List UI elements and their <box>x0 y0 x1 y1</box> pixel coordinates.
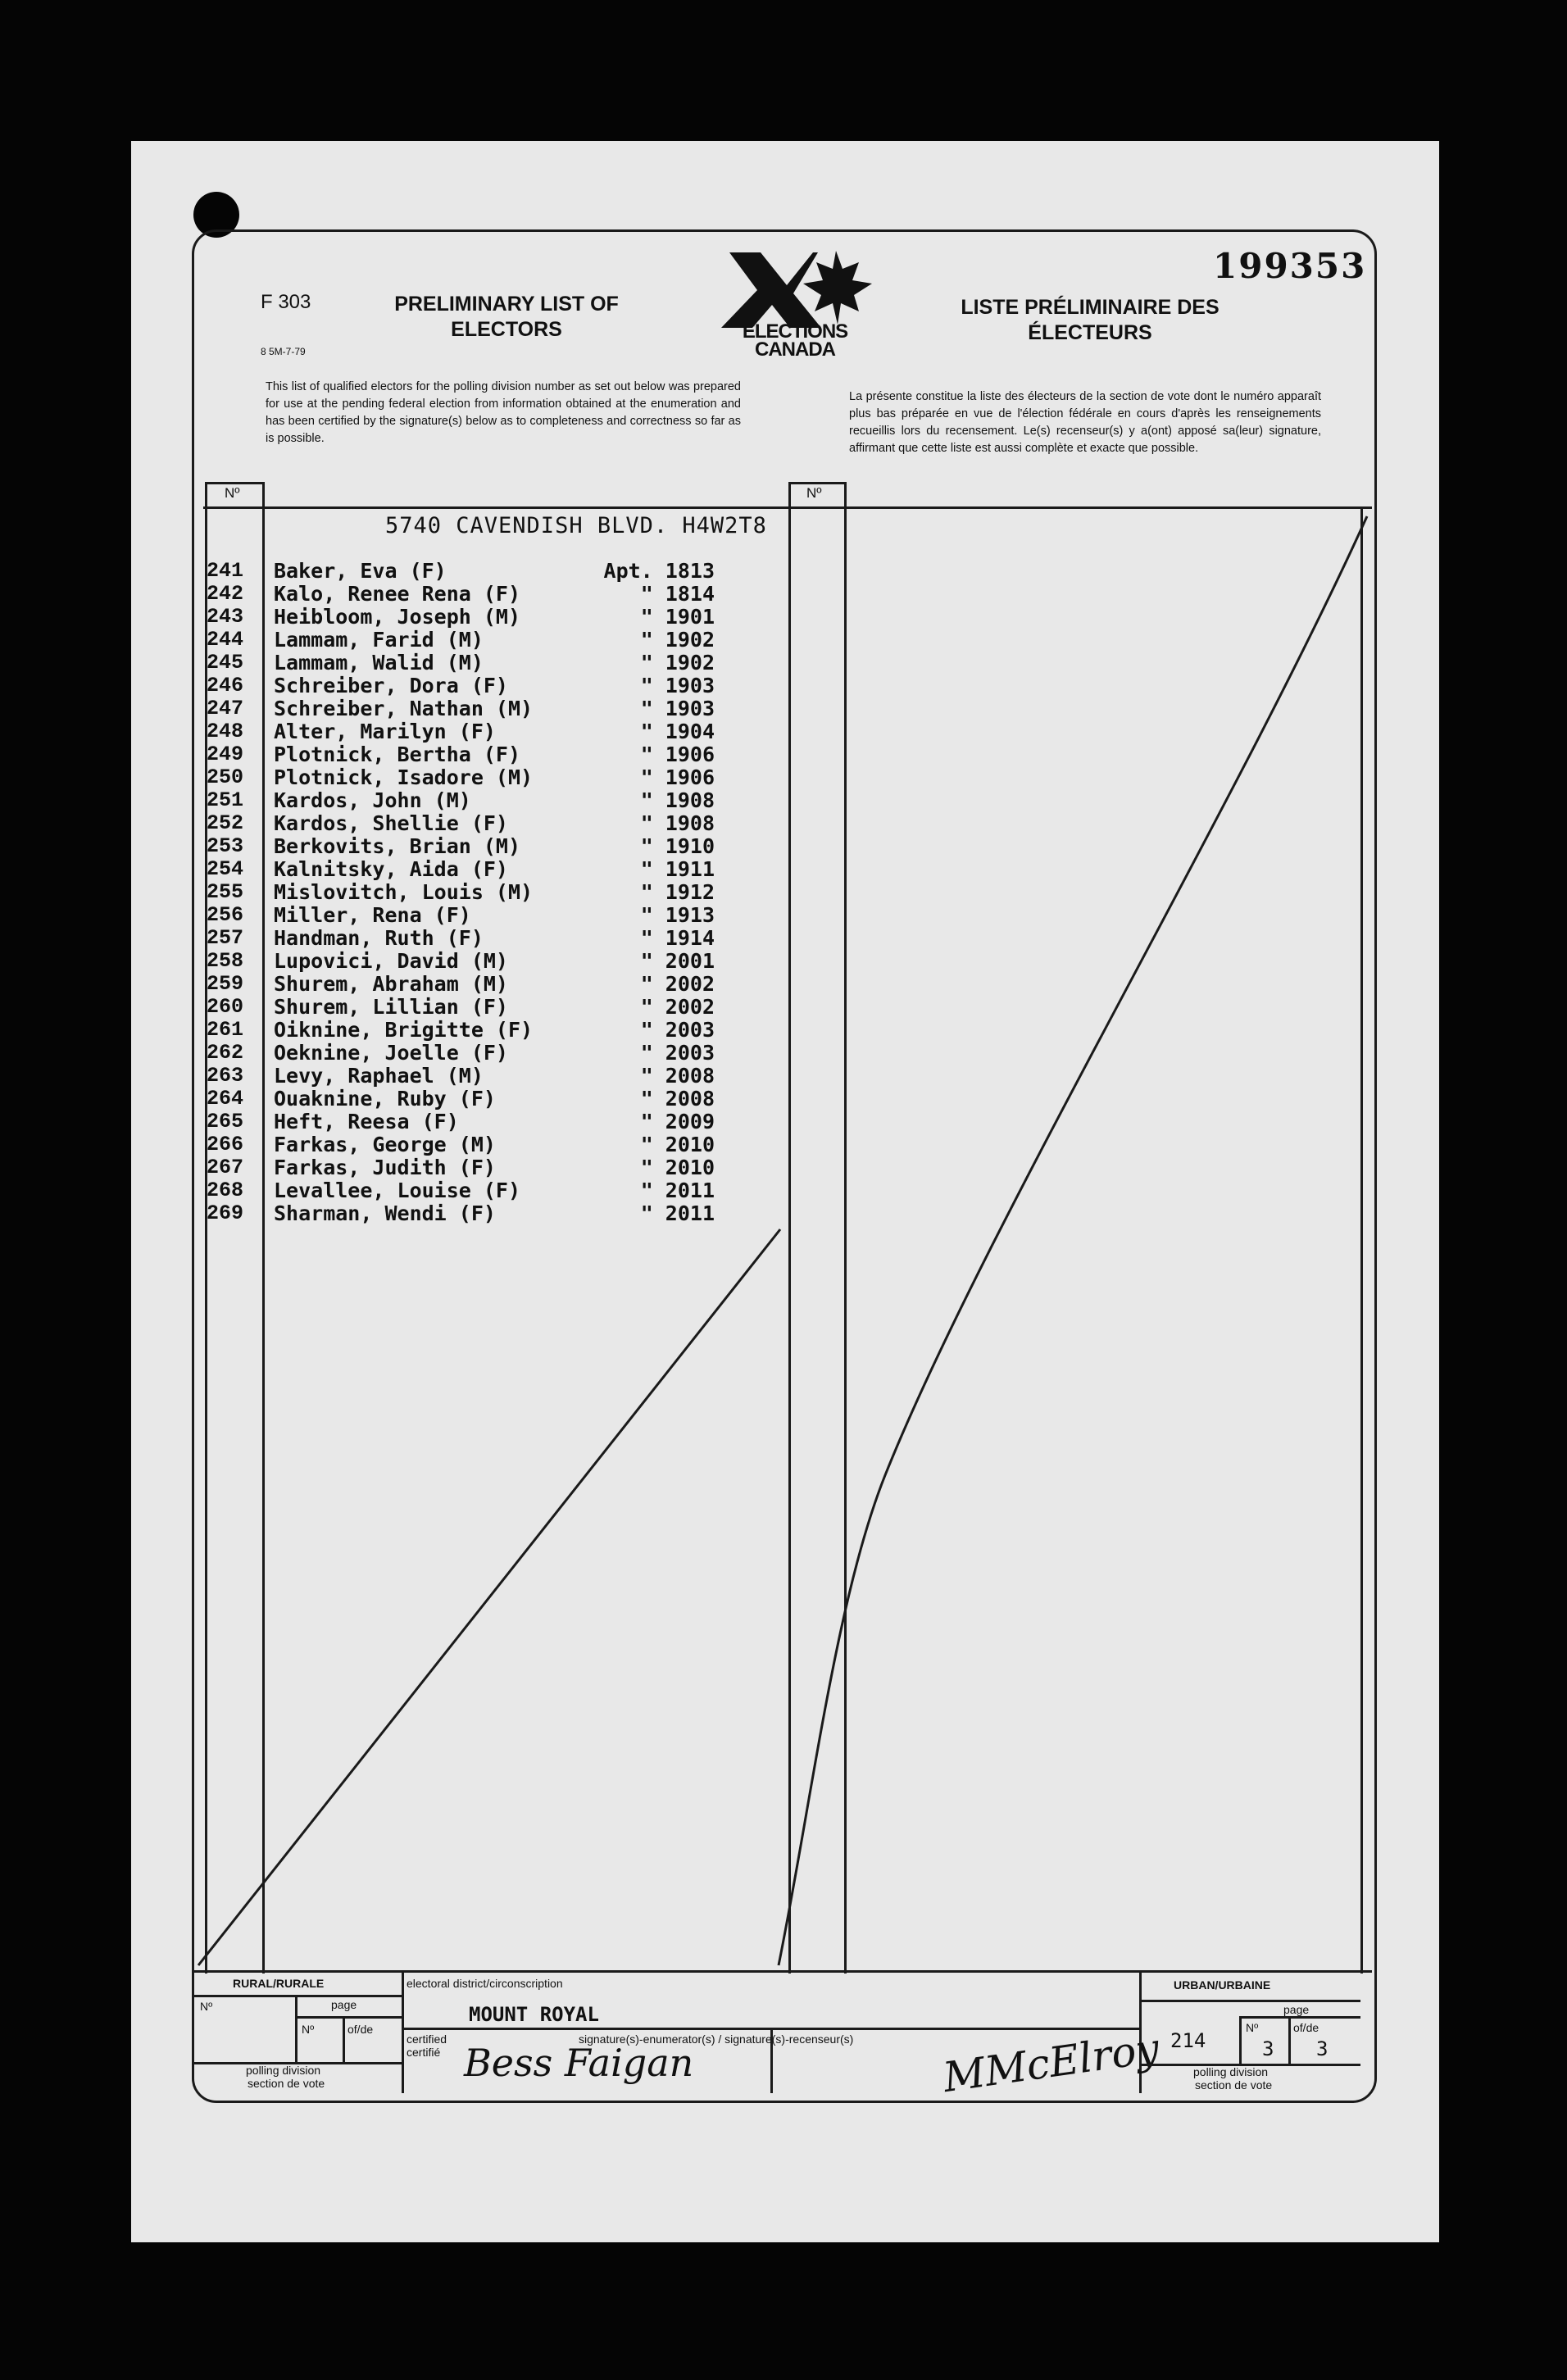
elector-number: 245 <box>207 651 244 674</box>
elector-apartment: " 2011 <box>640 1179 715 1202</box>
intro-text-french: La présente constitue la liste des électeurs de la section de vote dont le numéro apparaît plus bas préparée en vue de l'élection fédérale en cours d'après les renseignements recueillis lors du recensement. Le(s) recenseur(s) y a(ont) apposé sa(leur) signature, affirmant que cette liste est aussi complète et exacte que possible. <box>849 390 1321 455</box>
elector-name: Oiknine, Brigitte (F) <box>274 1018 534 1042</box>
elector-number: 257 <box>207 926 244 950</box>
elector-apartment: " 1908 <box>640 811 715 835</box>
urban-of-divider <box>1288 2016 1291 2064</box>
elector-name: Mislovitch, Louis (M) <box>274 880 534 904</box>
certified-line2: certifié <box>407 2046 441 2059</box>
elector-apartment: " 1908 <box>640 788 715 812</box>
rural-no-divider <box>295 1995 298 2062</box>
elector-apartment: " 1901 <box>640 605 715 629</box>
elector-apartment: " 2010 <box>640 1133 715 1156</box>
elector-apartment: " 2001 <box>640 949 715 973</box>
elector-apartment: " 1911 <box>640 857 715 881</box>
elector-number: 248 <box>207 720 244 743</box>
elector-name: Plotnick, Isadore (M) <box>274 765 534 789</box>
urban-sep <box>1139 2000 1360 2002</box>
urban-page-no-label: Nº <box>1246 2021 1259 2034</box>
elector-number: 247 <box>207 697 244 720</box>
elector-name: Schreiber, Dora (F) <box>274 674 508 697</box>
elector-number: 256 <box>207 903 244 927</box>
elector-apartment: " 1913 <box>640 903 715 927</box>
elector-apartment: " 1902 <box>640 651 715 674</box>
elector-apartment: " 1910 <box>640 834 715 858</box>
elector-apartment: " 2002 <box>640 972 715 996</box>
elector-apartment: " 1904 <box>640 720 715 743</box>
elector-number: 258 <box>207 949 244 973</box>
elector-number: 264 <box>207 1087 244 1111</box>
elector-name: Lupovici, David (M) <box>274 949 508 973</box>
elector-number: 259 <box>207 972 244 996</box>
form-code: 8 5M-7-79 <box>261 346 306 357</box>
urban-division-number: 214 <box>1170 2029 1206 2052</box>
elector-name: Lammam, Walid (M) <box>274 651 484 674</box>
elector-name: Levallee, Louise (F) <box>274 1179 521 1202</box>
rural-of-divider <box>343 2016 345 2062</box>
elector-name: Heft, Reesa (F) <box>274 1110 459 1133</box>
col-right-no-label: Nº <box>806 485 822 501</box>
elector-apartment: " 1903 <box>640 697 715 720</box>
elector-number: 251 <box>207 788 244 812</box>
rural-page-no-label: Nº <box>302 2023 315 2036</box>
elector-name: Farkas, Judith (F) <box>274 1156 496 1179</box>
district-label: electoral district/circonscription <box>407 1977 563 1990</box>
rural-label: RURAL/RURALE <box>233 1977 325 1990</box>
elector-number: 242 <box>207 582 244 606</box>
elector-number: 241 <box>207 559 244 583</box>
title-french-line1: LISTE PRÉLIMINAIRE DES <box>961 296 1220 319</box>
elector-name: Handman, Ruth (F) <box>274 926 484 950</box>
elector-apartment: " 1906 <box>640 743 715 766</box>
elector-name: Kardos, Shellie (F) <box>274 811 508 835</box>
elector-name: Miller, Rena (F) <box>274 903 471 927</box>
footer-divider-rural <box>402 1970 404 2093</box>
elector-number: 263 <box>207 1064 244 1088</box>
urban-page-number: 3 <box>1262 2037 1274 2060</box>
form-number: F 303 <box>261 291 311 313</box>
elector-apartment: " 2003 <box>640 1018 715 1042</box>
elector-number: 268 <box>207 1179 244 1202</box>
elector-number: 266 <box>207 1133 244 1156</box>
elector-number: 262 <box>207 1041 244 1065</box>
title-french-line2: ÉLECTEURS <box>1028 321 1152 344</box>
urban-of-number: 3 <box>1316 2037 1329 2060</box>
elector-number: 252 <box>207 811 244 835</box>
elector-name: Baker, Eva (F) <box>274 559 447 583</box>
col-left-no-label: Nº <box>225 485 240 501</box>
elector-name: Levy, Raphael (M) <box>274 1064 484 1088</box>
elector-apartment: " 2009 <box>640 1110 715 1133</box>
rural-of-label: of/de <box>347 2023 374 2036</box>
elector-number: 250 <box>207 765 244 789</box>
elector-apartment: " 1903 <box>640 674 715 697</box>
elector-apartment: " 1902 <box>640 628 715 652</box>
elector-apartment: " 1814 <box>640 582 715 606</box>
elector-name: Lammam, Farid (M) <box>274 628 484 652</box>
urban-of-label: of/de <box>1293 2021 1319 2034</box>
elector-apartment: " 2010 <box>640 1156 715 1179</box>
elector-name: Oeknine, Joelle (F) <box>274 1041 508 1065</box>
title-english-line2: ELECTORS <box>451 318 562 341</box>
urban-label: URBAN/URBAINE <box>1174 1978 1271 1992</box>
building-address: 5740 CAVENDISH BLVD. H4W2T8 <box>385 513 767 538</box>
footer-top-line <box>193 1970 1372 1973</box>
elector-name: Ouaknine, Ruby (F) <box>274 1087 496 1111</box>
urban-page-label: page <box>1283 2003 1310 2016</box>
elector-number: 269 <box>207 1201 244 1225</box>
elector-number: 261 <box>207 1018 244 1042</box>
serial-number: 199353 <box>1213 246 1367 286</box>
elector-number: 243 <box>207 605 244 629</box>
elector-name: Kalo, Renee Rena (F) <box>274 582 521 606</box>
urban-no-divider <box>1239 2016 1242 2064</box>
elector-number: 246 <box>207 674 244 697</box>
elector-name: Plotnick, Bertha (F) <box>274 743 521 766</box>
rural-page-sep <box>295 2016 402 2019</box>
title-english-line1: PRELIMINARY LIST OF <box>394 293 619 316</box>
elector-name: Kardos, John (M) <box>274 788 471 812</box>
signature-enumerator-1: Bess Faigan <box>464 2041 694 2085</box>
elector-number: 267 <box>207 1156 244 1179</box>
rural-sep <box>193 1995 402 1997</box>
elector-apartment: " 1914 <box>640 926 715 950</box>
elector-name: Shurem, Abraham (M) <box>274 972 508 996</box>
elector-apartment: " 2011 <box>640 1201 715 1225</box>
logo-line1: ELECTIONS <box>742 320 848 343</box>
elector-number: 249 <box>207 743 244 766</box>
elector-name: Berkovits, Brian (M) <box>274 834 521 858</box>
elector-name: Farkas, George (M) <box>274 1133 496 1156</box>
certified-line1: certified <box>407 2033 447 2046</box>
elector-number: 253 <box>207 834 244 858</box>
elector-name: Heibloom, Joseph (M) <box>274 605 521 629</box>
rural-no-label: Nº <box>200 2000 213 2013</box>
rural-polling-line1: polling division <box>246 2064 321 2077</box>
elector-name: Sharman, Wendi (F) <box>274 1201 496 1225</box>
elector-apartment: " 1912 <box>640 880 715 904</box>
elector-apartment: " 1906 <box>640 765 715 789</box>
elector-apartment: Apt. 1813 <box>603 559 715 583</box>
rural-polling-line2: section de vote <box>248 2077 325 2090</box>
elector-apartment: " 2003 <box>640 1041 715 1065</box>
elector-number: 244 <box>207 628 244 652</box>
signature-enumerator-2: MMcElroy <box>940 2023 1162 2102</box>
urban-page-sep <box>1239 2016 1360 2019</box>
elector-name: Kalnitsky, Aida (F) <box>274 857 508 881</box>
elector-number: 255 <box>207 880 244 904</box>
elector-number: 265 <box>207 1110 244 1133</box>
elector-apartment: " 2008 <box>640 1064 715 1088</box>
rural-page-label: page <box>331 1998 357 2011</box>
elector-number: 260 <box>207 995 244 1019</box>
elector-name: Alter, Marilyn (F) <box>274 720 496 743</box>
elector-name: Shurem, Lillian (F) <box>274 995 508 1019</box>
intro-text-english: This list of qualified electors for the polling division number as set out below was prepared for use at the pending federal election from information obtained at the enumeration and has been certified by the signature(s) below as to completeness and correctness so far as is possible. <box>266 380 741 445</box>
elector-name: Schreiber, Nathan (M) <box>274 697 534 720</box>
urban-polling-line2: section de vote <box>1195 2078 1273 2092</box>
elector-apartment: " 2002 <box>640 995 715 1019</box>
urban-polling-line1: polling division <box>1193 2065 1269 2078</box>
logo-line2: CANADA <box>755 338 835 361</box>
district-value: MOUNT ROYAL <box>469 2003 599 2026</box>
elector-number: 254 <box>207 857 244 881</box>
signature-label: signature(s)-enumerator(s) / signature(s)-recenseur(s) <box>579 2033 854 2046</box>
elector-apartment: " 2008 <box>640 1087 715 1111</box>
